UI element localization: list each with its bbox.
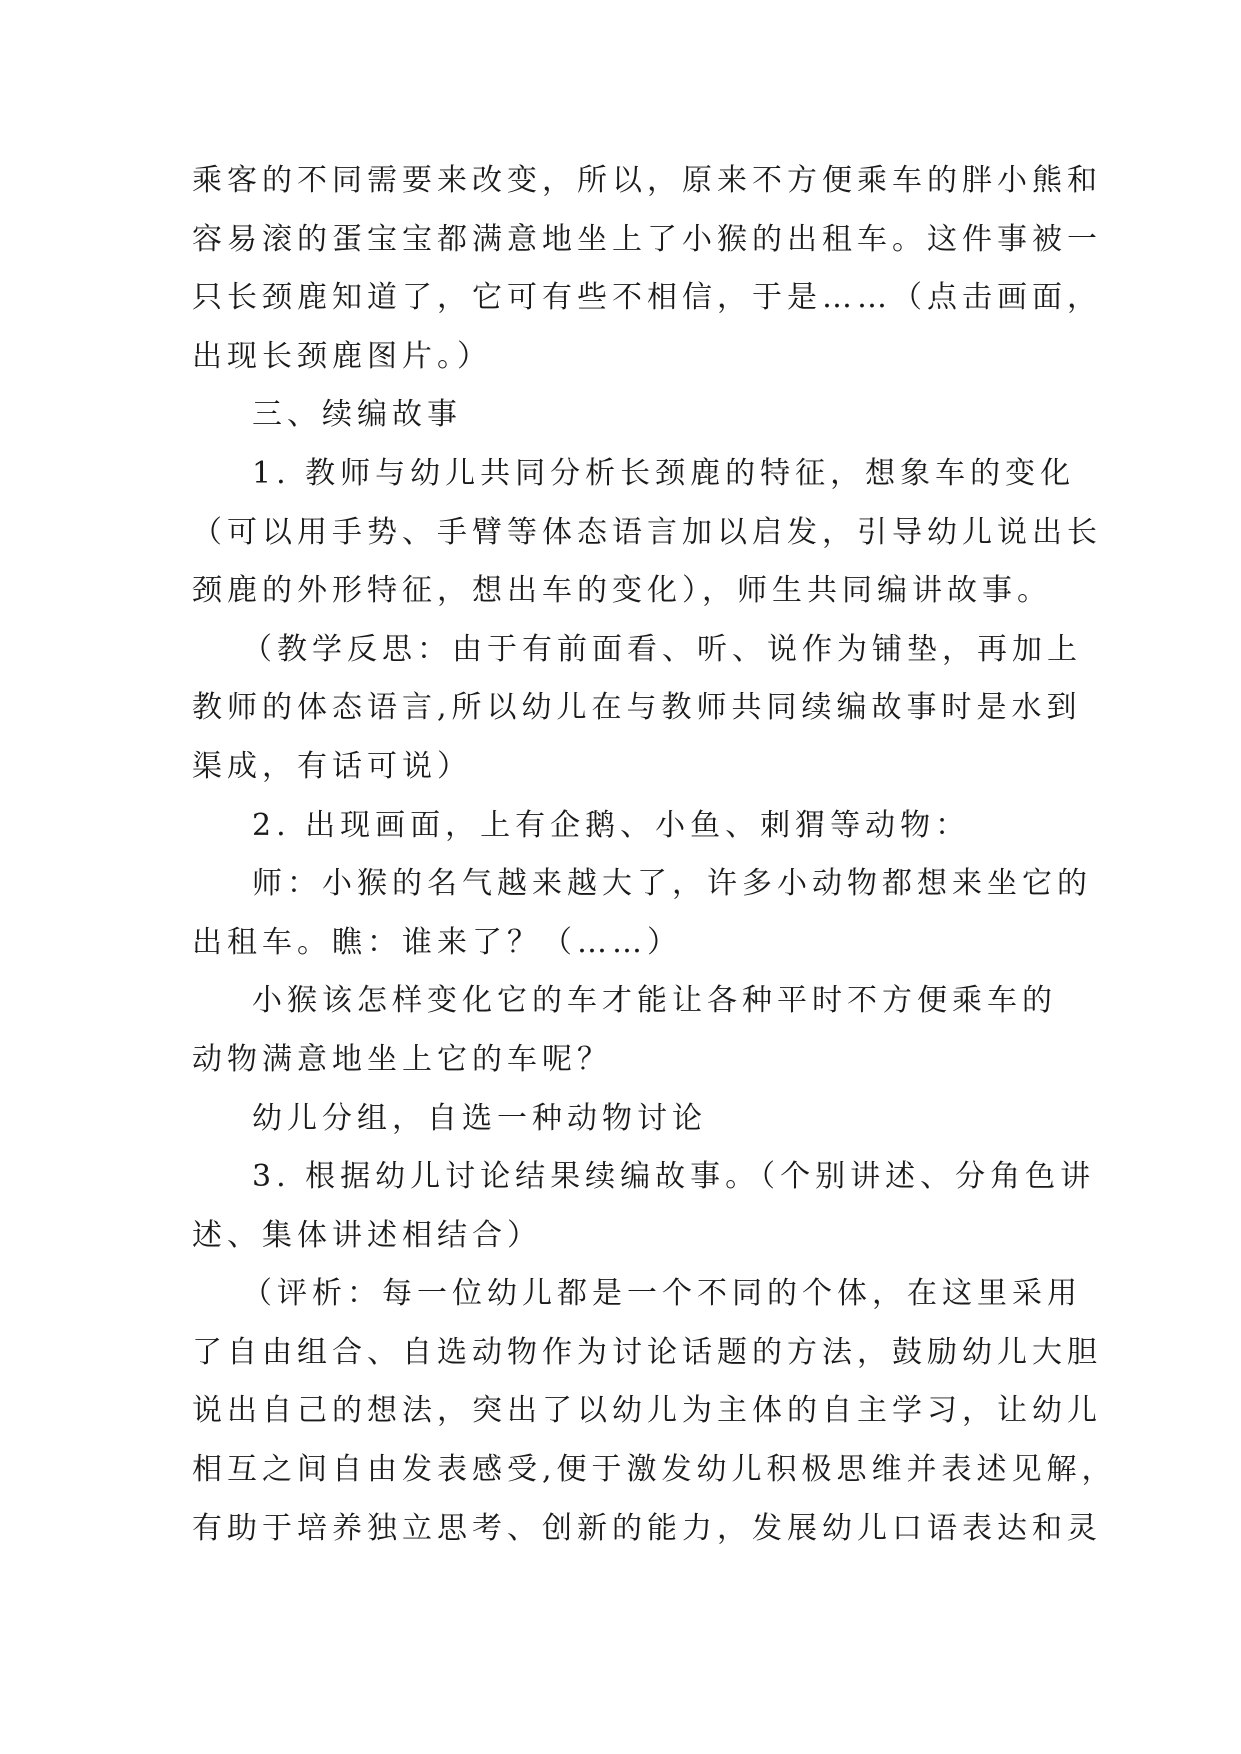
text-line: 2. 出现画面，上有企鹅、小鱼、刺猬等动物： [252, 807, 971, 843]
text-line: （可以用手势、手臂等体态语言加以启发，引导幼儿说出长 [192, 514, 1102, 550]
text-line: 出现长颈鹿图片。） [192, 338, 492, 374]
text-line: （评析：每一位幼儿都是一个不同的个体，在这里采用 [242, 1276, 1082, 1312]
text-line: 渠成，有话可说） [192, 748, 472, 784]
text-line: 小猴该怎样变化它的车才能让各种平时不方便乘车的 [252, 983, 1057, 1019]
text-line: 1. 教师与幼儿共同分析长颈鹿的特征，想象车的变化 [252, 455, 1076, 491]
text-line: 乘客的不同需要来改变，所以，原来不方便乘车的胖小熊和 [192, 163, 1102, 198]
text-line: 动物满意地坐上它的车呢？ [192, 1041, 612, 1077]
text-line: 述、集体讲述相结合） [192, 1217, 542, 1253]
text-line: 只长颈鹿知道了，它可有些不相信，于是……（点击画面， [192, 280, 1102, 316]
section-heading: 三、续编故事 [252, 397, 462, 433]
text-line: 了自由组合、自选动物作为讨论话题的方法，鼓励幼儿大胆 [192, 1334, 1102, 1370]
text-line: 出租车。瞧：谁来了？（……） [192, 924, 682, 960]
text-line: 颈鹿的外形特征，想出车的变化），师生共同编讲故事。 [192, 573, 1052, 609]
text-line: 有助于培养独立思考、创新的能力，发展幼儿口语表达和灵 [192, 1510, 1102, 1546]
text-line: 容易滚的蛋宝宝都满意地坐上了小猴的出租车。这件事被一 [192, 221, 1102, 257]
text-line: 幼儿分组，自选一种动物讨论 [252, 1100, 707, 1136]
text-line: 师：小猴的名气越来越大了，许多小动物都想来坐它的 [252, 866, 1092, 902]
text-line: （教学反思：由于有前面看、听、说作为铺垫，再加上 [242, 631, 1082, 667]
text-line: 教师的体态语言,所以幼儿在与教师共同续编故事时是水到 [192, 690, 1082, 726]
text-line: 说出自己的想法，突出了以幼儿为主体的自主学习，让幼儿 [192, 1393, 1102, 1429]
body-text [192, 152, 1117, 1558]
text-line: 相互之间自由发表感受,便于激发幼儿积极思维并表述见解， [192, 1452, 1117, 1488]
text-line: 3. 根据幼儿讨论结果续编故事。（个别讲述、分角色讲 [252, 1159, 1096, 1195]
